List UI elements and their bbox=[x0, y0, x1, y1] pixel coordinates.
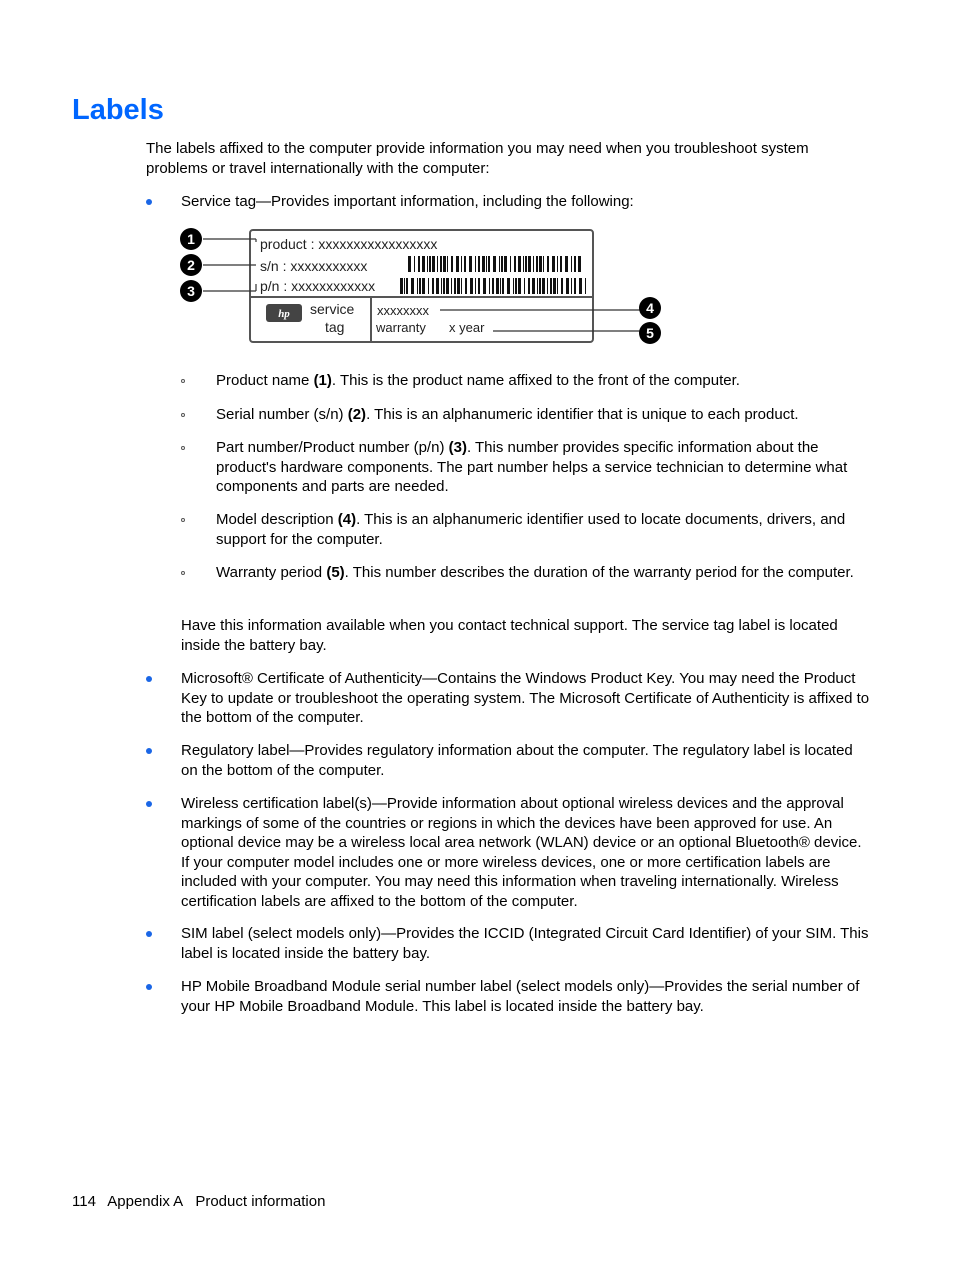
callout-5 bbox=[639, 322, 661, 344]
sub-bullet-icon bbox=[181, 379, 185, 383]
barcode-bar bbox=[499, 256, 500, 272]
barcode-bar bbox=[461, 278, 462, 294]
barcode-bar bbox=[451, 278, 452, 294]
bullet-icon bbox=[146, 199, 152, 205]
barcode-bar bbox=[528, 278, 530, 294]
barcode-bar bbox=[533, 256, 534, 272]
bullet-icon bbox=[146, 931, 152, 937]
barcode-bar bbox=[483, 278, 486, 294]
barcode-bar bbox=[514, 256, 516, 272]
barcode-bar bbox=[417, 278, 418, 294]
barcode-bar bbox=[579, 278, 582, 294]
barcode-bar bbox=[418, 256, 420, 272]
barcode-bar bbox=[565, 256, 568, 272]
sub-bullet-icon bbox=[181, 518, 185, 522]
barcode-bar bbox=[571, 256, 572, 272]
barcode-bar bbox=[411, 278, 414, 294]
callout-1 bbox=[180, 228, 202, 250]
barcode-bar bbox=[557, 278, 558, 294]
pn-line: p/n : xxxxxxxxxxxx bbox=[260, 278, 376, 294]
barcode-bar bbox=[461, 256, 462, 272]
warranty-value: x year bbox=[449, 320, 485, 335]
barcode-bar bbox=[507, 278, 510, 294]
page-title: Labels bbox=[72, 94, 164, 126]
barcode-bar bbox=[475, 256, 476, 272]
sub-bullet-icon bbox=[181, 413, 185, 417]
barcode-bar bbox=[469, 256, 472, 272]
warranty-word: warranty bbox=[376, 320, 426, 335]
bullet-icon bbox=[146, 748, 152, 754]
barcode-bar bbox=[436, 278, 439, 294]
barcode-bar bbox=[566, 278, 569, 294]
barcode-bar bbox=[493, 256, 496, 272]
barcode-bar bbox=[492, 278, 494, 294]
barcode-bar bbox=[404, 278, 405, 294]
barcode-bar bbox=[571, 278, 572, 294]
barcode-bar bbox=[441, 278, 442, 294]
barcode-bar bbox=[429, 256, 431, 272]
barcode-bar bbox=[515, 278, 517, 294]
barcode-bar bbox=[560, 256, 562, 272]
barcode-bar bbox=[525, 256, 527, 272]
sim-bullet-text: SIM label (select models only)—Provides the ICCID (Integrated Circuit Card Identifier) of your SIM. This label is located inside the battery bay. bbox=[181, 925, 869, 962]
barcode-bar bbox=[561, 278, 563, 294]
product-line: product : xxxxxxxxxxxxxxxxx bbox=[260, 236, 438, 252]
tag-word: tag bbox=[325, 319, 345, 335]
page-number: 114 bbox=[72, 1193, 96, 1210]
service-tag-note: Have this information available when you contact technical support. The service tag label is located inside the battery bay. bbox=[181, 617, 838, 654]
barcode-bar bbox=[470, 278, 473, 294]
sub-bullet-icon bbox=[181, 571, 185, 575]
barcode-bar bbox=[447, 256, 448, 272]
regulatory-bullet-text: Regulatory label—Provides regulatory information about the computer. The regulatory label is located on the bottom of the computer. bbox=[181, 742, 853, 779]
footer-section: Appendix A bbox=[107, 1193, 184, 1210]
barcode-bar bbox=[422, 256, 425, 272]
callout-3 bbox=[180, 280, 202, 302]
bullet-icon bbox=[146, 801, 152, 807]
barcode-bar bbox=[504, 256, 507, 272]
barcode-bar bbox=[539, 256, 542, 272]
barcode-bar bbox=[432, 278, 434, 294]
barcode-bar bbox=[422, 278, 425, 294]
svg-text:5: 5 bbox=[646, 325, 654, 341]
barcode-bar bbox=[523, 256, 524, 272]
barcode-bar bbox=[550, 278, 552, 294]
barcode-bar bbox=[578, 256, 581, 272]
barcode-bar bbox=[532, 278, 535, 294]
model-value: xxxxxxxx bbox=[377, 303, 429, 318]
sn-line: s/n : xxxxxxxxxxx bbox=[260, 258, 368, 274]
barcode-bar bbox=[501, 256, 503, 272]
intro-paragraph: The labels affixed to the computer provide information you may need when you troubleshoot system problems or travel internationally with the computer: bbox=[146, 140, 809, 177]
sub-item-product-name: Product name (1). This is the product name affixed to the front of the computer. bbox=[216, 372, 740, 389]
barcode-bar bbox=[537, 278, 538, 294]
barcode-bar bbox=[454, 278, 456, 294]
barcode-bar bbox=[406, 278, 408, 294]
barcode-bar bbox=[557, 256, 558, 272]
barcode-bar bbox=[536, 256, 538, 272]
barcode-bar bbox=[428, 278, 429, 294]
barcode-bar bbox=[437, 256, 438, 272]
hp-logo-text: hp bbox=[278, 308, 290, 320]
barcode-bar bbox=[502, 278, 504, 294]
bullet-icon bbox=[146, 676, 152, 682]
barcode-bar bbox=[513, 278, 514, 294]
coa-bullet-text: Microsoft® Certificate of Authenticity—Contains the Windows Product Key. You may need the Product Key to update or troubleshoot the operating system. The Microsoft Certificate of Authenticity is affixed to the bottom of the computer. bbox=[181, 670, 870, 726]
barcode-bar bbox=[414, 256, 415, 272]
barcode-bar bbox=[478, 256, 480, 272]
barcode-bar bbox=[432, 256, 435, 272]
barcode-bar bbox=[518, 278, 521, 294]
bullet-icon bbox=[146, 984, 152, 990]
barcode-bar bbox=[510, 256, 511, 272]
barcode-bar bbox=[543, 256, 544, 272]
barcode-bar bbox=[552, 256, 555, 272]
barcode-bar bbox=[419, 278, 421, 294]
barcode-bar bbox=[488, 256, 490, 272]
sub-item-serial-number: Serial number (s/n) (2). This is an alphanumeric identifier that is unique to each product. bbox=[216, 406, 799, 423]
wireless-bullet-text: Wireless certification label(s)—Provide information about optional wireless devices and the approval markings of some of the countries or regions in which the devices have been approved for use. An optional device may be a wireless local area network (WLAN) device or an optional Bluetooth® device. If your computer model includes one or more wireless devices, one or more certification labels are included with your computer. You may need this information when traveling internationally. Wireless certification labels are affixed to the bottom of the computer. bbox=[181, 795, 862, 910]
svg-text:3: 3 bbox=[187, 283, 195, 299]
barcode-bar bbox=[585, 278, 586, 294]
barcode-bar bbox=[464, 256, 466, 272]
barcode-bar bbox=[518, 256, 521, 272]
barcode-bar bbox=[539, 278, 541, 294]
page-footer bbox=[72, 1192, 333, 1211]
barcode-bar bbox=[553, 278, 556, 294]
barcode-bar bbox=[427, 256, 428, 272]
callout-4 bbox=[639, 297, 661, 319]
barcode-bar bbox=[486, 256, 487, 272]
barcode-bar bbox=[524, 278, 525, 294]
barcode-bar bbox=[574, 256, 576, 272]
barcode-bar bbox=[528, 256, 531, 272]
barcode-bar bbox=[547, 256, 549, 272]
barcode-bar bbox=[465, 278, 467, 294]
barcode-bar bbox=[482, 256, 485, 272]
barcode-bar bbox=[440, 256, 442, 272]
barcode-bar bbox=[500, 278, 501, 294]
barcode-bar bbox=[496, 278, 499, 294]
service-tag-figure bbox=[178, 226, 668, 348]
svg-text:2: 2 bbox=[187, 257, 195, 273]
barcode-bar bbox=[451, 256, 453, 272]
broadband-bullet-text: HP Mobile Broadband Module serial number label (select models only)—Provides the serial number of your HP Mobile Broadband Module. This label is located inside the battery bay. bbox=[181, 978, 860, 1015]
callout-2 bbox=[180, 254, 202, 276]
sub-bullet-icon bbox=[181, 446, 185, 450]
barcode-bar bbox=[478, 278, 480, 294]
barcode-bar bbox=[547, 278, 548, 294]
barcode-bar bbox=[574, 278, 576, 294]
barcode-bar bbox=[456, 256, 459, 272]
barcode-bar bbox=[408, 256, 411, 272]
barcode-bar bbox=[446, 278, 449, 294]
sub-item-part-number: Part number/Product number (p/n) (3). This number provides specific information about the product's hardware components. The part number helps a service technician to determine what components and parts are needed. bbox=[216, 439, 848, 495]
footer-chapter: Product information bbox=[195, 1193, 326, 1210]
svg-text:4: 4 bbox=[646, 300, 654, 316]
svg-text:1: 1 bbox=[187, 231, 195, 247]
barcode-bar bbox=[489, 278, 490, 294]
barcode-bar bbox=[475, 278, 476, 294]
service-tag-bullet-text: Service tag—Provides important information, including the following: bbox=[181, 193, 634, 210]
barcode-bar bbox=[443, 278, 445, 294]
service-word: service bbox=[310, 301, 355, 317]
barcode-bar bbox=[443, 256, 446, 272]
sub-item-warranty-period: Warranty period (5). This number describes the duration of the warranty period for the computer. bbox=[216, 564, 854, 581]
barcode-bar bbox=[400, 278, 403, 294]
barcode-bar bbox=[457, 278, 460, 294]
sub-item-model-description: Model description (4). This is an alphanumeric identifier used to locate documents, drivers, and support for the computer. bbox=[216, 511, 846, 548]
barcode-bar bbox=[542, 278, 545, 294]
